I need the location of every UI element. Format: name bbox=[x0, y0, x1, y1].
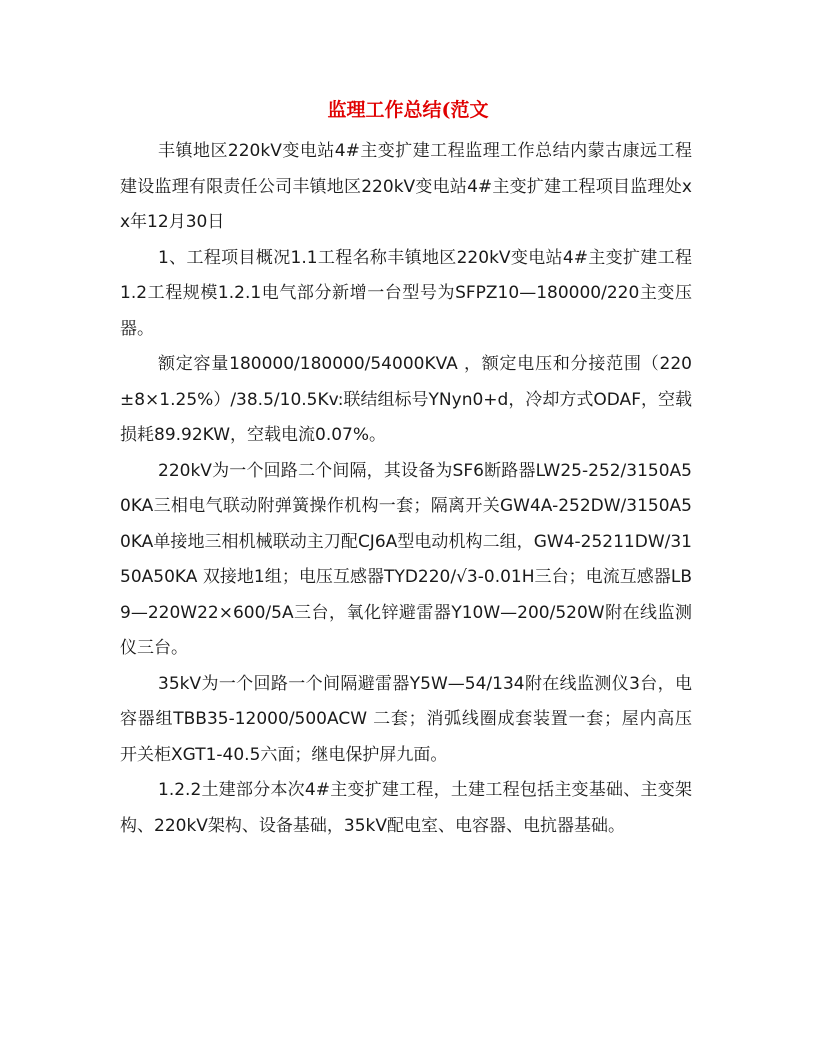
document-body bbox=[120, 134, 692, 844]
paragraph-35kv-equipment: 35kV为一个回路一个间隔避雷器Y5W—54/134附在线监测仪3台，电容器组TBB35-12000/500ACW 二套；消弧线圈成套装置一套；屋内高压开关柜XGT1-40.5六面；继电保护屏九面。 bbox=[120, 673, 692, 765]
paragraph-project-header: 丰镇地区220kV变电站4#主变扩建工程监理工作总结内蒙古康远工程建设监理有限责任公司丰镇地区220kV变电站4#主变扩建工程项目监理处xx年12月30日 bbox=[120, 141, 692, 232]
paragraph-civil-works: 1.2.2土建部分本次4#主变扩建工程，土建工程包括主变基础、主变架构、220kV架构、设备基础，35kV配电室、电容器、电抗器基础。 bbox=[120, 780, 692, 836]
paragraph-220kv-equipment: 220kV为一个回路二个间隔，其设备为SF6断路器LW25-252/3150A50KA三相电气联动附弹簧操作机构一套；隔离开关GW4A-252DW/3150A50KA单接地三相机械联动主刀配CJ6A型电动机构二组，GW4-25211DW/3150A50KA 双接地1组；电压互感器TYD220/√3-0.01H三台；电流互感器LB9—220W22×600/5A三台，氧化锌避雷器Y10W—200/520W附在线监测仪三台。 bbox=[120, 460, 692, 658]
paragraph-rated-capacity: 额定容量180000/180000/54000KVA ，额定电压和分接范围（220±8×1.25%）/38.5/10.5Kv:联结组标号YNyn0+d，冷却方式ODAF，空载损耗89.92KW，空载电流0.07%。 bbox=[120, 354, 692, 445]
document-title: 监理工作总结(范文 bbox=[327, 99, 489, 121]
paragraph-project-overview: 1、工程项目概况1.1工程名称丰镇地区220kV变电站4#主变扩建工程1.2工程规模1.2.1电气部分新增一台型号为SFPZ10—180000/220主变压器。 bbox=[120, 247, 692, 339]
